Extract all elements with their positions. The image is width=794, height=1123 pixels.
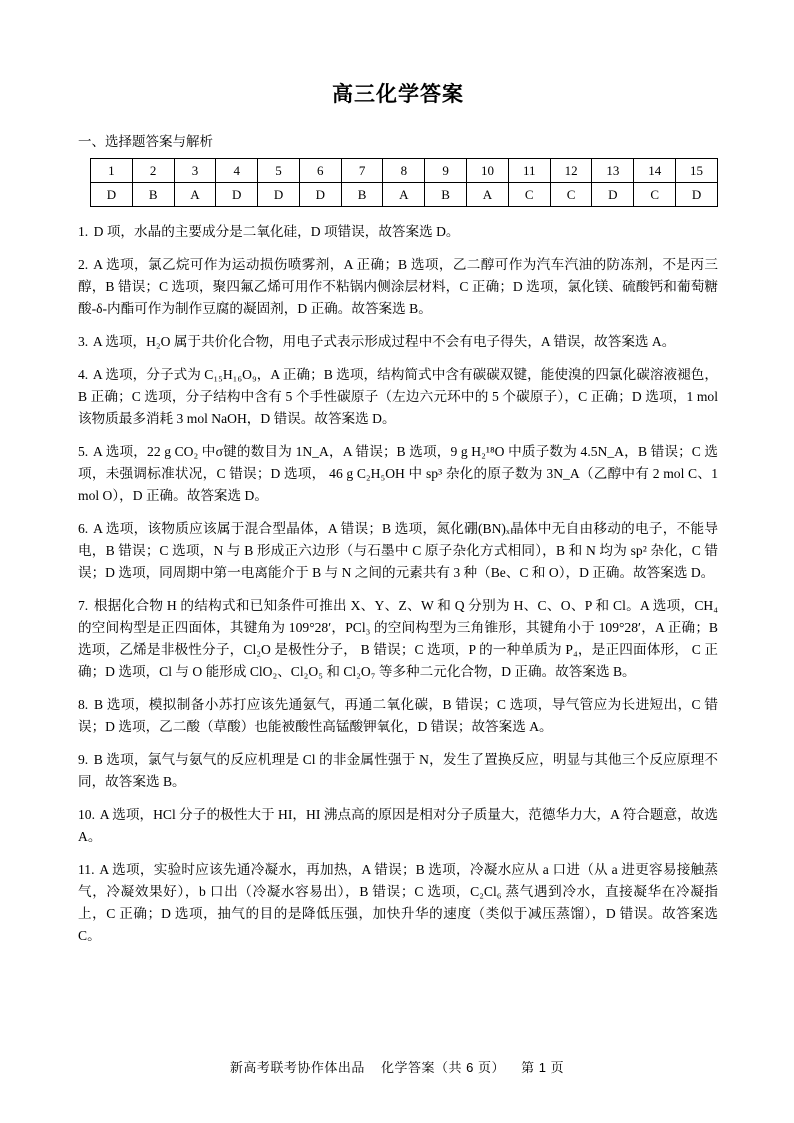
table-cell-answer: B [341, 183, 383, 207]
page-title: 高三化学答案 [332, 83, 464, 106]
table-cell-answer: D [91, 183, 133, 207]
page-content [78, 78, 718, 958]
table-cell-qnum: 15 [676, 159, 718, 183]
table-cell-qnum: 8 [383, 159, 425, 183]
table-cell-answer: D [676, 183, 718, 207]
section-heading: 一、选择题答案与解析 [78, 134, 213, 149]
table-cell-qnum: 6 [299, 159, 341, 183]
explanation-number: 2. [78, 257, 89, 273]
table-cell-answer: B [425, 183, 467, 207]
explanation-text: D 项，水晶的主要成分是二氧化硅，D 项错误，故答案选 D。 [93, 224, 460, 239]
table-cell-qnum: 10 [467, 159, 509, 183]
explanation-text: A 选项，氯乙烷可作为运动损伤喷雾剂，A 正确；B 选项，乙二醇可作为汽车汽油的防冻剂，不是丙三醇，B 错误；C 选项，聚四氟乙烯可用作不粘锅内侧涂层材料，C 正确；D 选项，氯化镁、硫酸钙和葡萄糖酸-δ-内酯可作为制作豆腐的凝固剂，D 正确。故答案选 B。 [78, 257, 718, 317]
explanation-item [78, 254, 718, 320]
table-cell-answer: D [258, 183, 300, 207]
footer-page-number: 第 1 页 [521, 1060, 565, 1075]
explanation-number: 6. [78, 521, 89, 537]
explanation-number: 4. [78, 367, 89, 383]
footer-document-label: 化学答案（共 6 页） [381, 1060, 505, 1075]
explanation-text: A 选项，分子式为 C₁₅H₁₆O₉，A 正确；B 选项，结构简式中含有碳碳双键，能使溴的四氯化碳溶液褪色，B 正确；C 选项，分子结构中含有 5 个手性碳原子（左边六元环中的 5 个碳原子），C 正确；D 选项，1 mol 该物质最多消耗 3 mol NaOH，D 错误。故答案选 D。 [78, 367, 718, 427]
explanation-number: 8. [78, 697, 89, 713]
table-cell-qnum: 7 [341, 159, 383, 183]
table-cell-qnum: 12 [550, 159, 592, 183]
table-cell-qnum: 3 [174, 159, 216, 183]
table-cell-answer: C [508, 183, 550, 207]
table-cell-answer: D [592, 183, 634, 207]
explanation-item [78, 331, 718, 353]
answer-table [90, 158, 718, 207]
table-cell-answer: C [550, 183, 592, 207]
explanation-text: A 选项，22 g CO₂ 中σ键的数目为 1N_A，A 错误；B 选项，9 g H₂¹⁸O 中质子数为 4.5N_A，B 错误；C 选项，未强调标准状况，C 错误；D 选项， 46 g C₂H₅OH 中 sp³ 杂化的原子数为 3N_A（乙醇中有 2 mol C、1 mol O），D 正确。故答案选 D。 [78, 444, 718, 504]
table-cell-qnum: 9 [425, 159, 467, 183]
explanation-number: 1. [78, 224, 89, 239]
table-cell-answer: D [216, 183, 258, 207]
table-cell-answer: D [299, 183, 341, 207]
table-cell-answer: A [383, 183, 425, 207]
explanation-text: 根据化合物 H 的结构式和已知条件可推出 X、Y、Z、W 和 Q 分别为 H、C、O、P 和 Cl。A 选项，CH₄ 的空间构型是正四面体，其键角为 109°28′，PCl₃ 的空间构型为三角锥形，其键角小于 109°28′，A 正确；B 选项，乙烯是非极性分子，Cl₂O 是极性分子， B 错误；C 选项，P 的一种单质为 P₄，是正四面体形， C 正确；D 选项，Cl 与 O 能形成 ClO₂、Cl₂O₅ 和 Cl₂O₇ 等多种二元化合物，D 正确。故答案选 B。 [78, 598, 718, 680]
table-cell-answer: C [634, 183, 676, 207]
page-footer [0, 1057, 794, 1076]
table-cell-answer: A [174, 183, 216, 207]
explanation-item [78, 749, 718, 793]
explanation-text: B 选项，氯气与氨气的反应机理是 Cl 的非金属性强于 N，发生了置换反应，明显与其他三个反应原理不同，故答案选 B。 [78, 752, 718, 790]
explanation-number: 3. [78, 334, 89, 350]
explanation-item [78, 595, 718, 683]
explanation-number: 10. [78, 807, 95, 823]
table-cell-qnum: 1 [91, 159, 133, 183]
explanation-text: A 选项，HCl 分子的极性大于 HI，HI 沸点高的原因是相对分子质量大，范德华力大，A 符合题意，故选 A。 [78, 807, 718, 845]
explanation-item [78, 804, 718, 848]
table-cell-qnum: 13 [592, 159, 634, 183]
explanation-item [78, 221, 718, 243]
explanation-number: 9. [78, 752, 89, 768]
table-cell-qnum: 14 [634, 159, 676, 183]
explanation-item [78, 694, 718, 738]
table-cell-answer: B [132, 183, 174, 207]
table-row-answers [91, 183, 718, 207]
explanation-text: A 选项，实验时应该先通冷凝水，再加热，A 错误；B 选项，冷凝水应从 a 口进（从 a 进更容易接触蒸气，冷凝效果好），b 口出（冷凝水容易出），B 错误；C 选项，C₂Cl₆ 蒸气遇到冷水，直接凝华在冷凝指上，C 正确；D 选项，抽气的目的是降低压强，加快升华的速度（类似于减压蒸馏），D 错误。故答案选 C。 [78, 862, 718, 944]
explanation-text: A 选项，H₂O 属于共价化合物，用电子式表示形成过程中不会有电子得失，A 错误，故答案选 A。 [92, 334, 676, 350]
explanation-number: 5. [78, 444, 89, 460]
explanation-item [78, 518, 718, 584]
footer-organization: 新高考联考协作体出品 [229, 1060, 365, 1075]
table-cell-qnum: 11 [508, 159, 550, 183]
explanation-text: B 选项，模拟制备小苏打应该先通氨气，再通二氧化碳，B 错误；C 选项，导气管应为长进短出，C 错误；D 选项，乙二酸（草酸）也能被酸性高锰酸钾氧化，D 错误；故答案选 A。 [78, 697, 718, 735]
explanation-item [78, 441, 718, 507]
explanation-number: 7. [78, 598, 89, 614]
explanation-number: 11. [78, 862, 95, 878]
table-cell-qnum: 5 [258, 159, 300, 183]
table-cell-qnum: 2 [132, 159, 174, 183]
table-cell-answer: A [467, 183, 509, 207]
explanation-item [78, 859, 718, 947]
explanation-item [78, 364, 718, 430]
table-cell-qnum: 4 [216, 159, 258, 183]
table-row-question-numbers [91, 159, 718, 183]
explanation-text: A 选项，该物质应该属于混合型晶体，A 错误；B 选项，氮化硼(BN)ₓ晶体中无自由移动的电子，不能导电，B 错误；C 选项，N 与 B 形成正六边形（与石墨中 C 原子杂化方式相同），B 和 N 均为 sp² 杂化，C 错误；D 选项，同周期中第一电离能介于 B 与 N 之间的元素共有 3 种（Be、C 和 O），D 正确。故答案选 D。 [78, 521, 718, 581]
